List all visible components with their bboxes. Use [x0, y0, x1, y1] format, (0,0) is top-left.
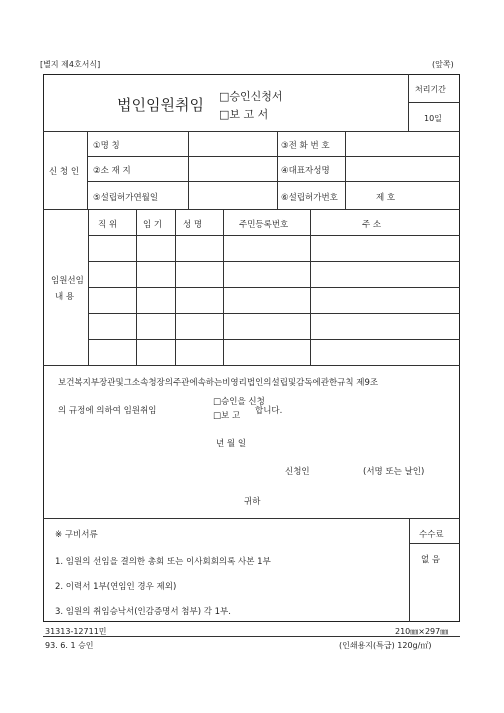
processing-period-value: 10일 [424, 114, 442, 123]
page-side-label: (앞쪽) [432, 60, 454, 69]
field-phone: ③전 화 번 호 [281, 141, 330, 151]
col-header-position: 직 위 [98, 220, 118, 230]
col-header-term: 임 기 [143, 220, 163, 230]
fee-value: 없 음 [421, 555, 441, 565]
paper-size: 210㎜×297㎜ [395, 627, 449, 636]
field-representative: ④대표자성명 [281, 166, 330, 176]
field-permit-number: ⑥설립허가번호 [281, 193, 338, 203]
processing-period-label: 처리기간 [415, 85, 446, 94]
required-doc-3: 3. 임원의 취임승낙서(인감증명서 첨부) 각 1부. [55, 607, 231, 617]
col-header-resident-number: 주민등록번호 [239, 220, 289, 230]
field-name: ①명 칭 [93, 141, 120, 151]
declaration-option-apply: □승인을 신청 [213, 397, 265, 407]
declaration-line-2: 의 규정에 의하여 임원취임 [58, 406, 157, 416]
required-doc-2: 2. 이력서 1부(연임인 경우 제외) [55, 582, 177, 592]
fee-label: 수수료 [419, 530, 444, 540]
permit-number-value: 제 호 [376, 193, 396, 203]
signature-hint: (서명 또는 날인) [363, 467, 425, 477]
title-option-application: □승인신청서 [219, 90, 283, 103]
required-docs-title: ※ 구비서류 [55, 530, 98, 540]
declaration-line-1: 보건복지부장관및그소속청장의주관에속하는비영리법인의설립및감독에관한규칙 제9조 [58, 378, 379, 388]
applicant-signature-label: 신청인 [285, 467, 310, 477]
form-code: 31313-12711민 [45, 627, 107, 636]
date-line: 년 월 일 [216, 439, 247, 449]
col-header-name: 성 명 [183, 220, 203, 230]
paper-spec: (인쇄용지(특급) 120g/㎡) [339, 641, 432, 650]
declaration-suffix: 합니다. [255, 406, 283, 416]
applicant-label: 신 청 인 [49, 167, 80, 177]
form-number: [별지 제4호서식] [40, 60, 101, 69]
required-doc-1: 1. 임원의 선임을 결의한 총회 또는 이사회회의록 사본 1부 [55, 557, 271, 567]
title-option-report: □보 고 서 [219, 108, 269, 121]
officer-section-label: 임원선임 [51, 276, 84, 286]
form-title: 법인임원취임 [117, 96, 204, 114]
addressee: 귀하 [244, 497, 261, 507]
col-header-address: 주 소 [362, 220, 382, 230]
approval-date: 93. 6. 1 승인 [45, 641, 94, 650]
field-establishment-date: ⑤설립허가연월일 [93, 193, 159, 203]
field-address: ②소 재 지 [93, 166, 131, 176]
declaration-option-report: □보 고 [213, 411, 241, 421]
officer-section-label-2: 내 용 [55, 292, 75, 302]
